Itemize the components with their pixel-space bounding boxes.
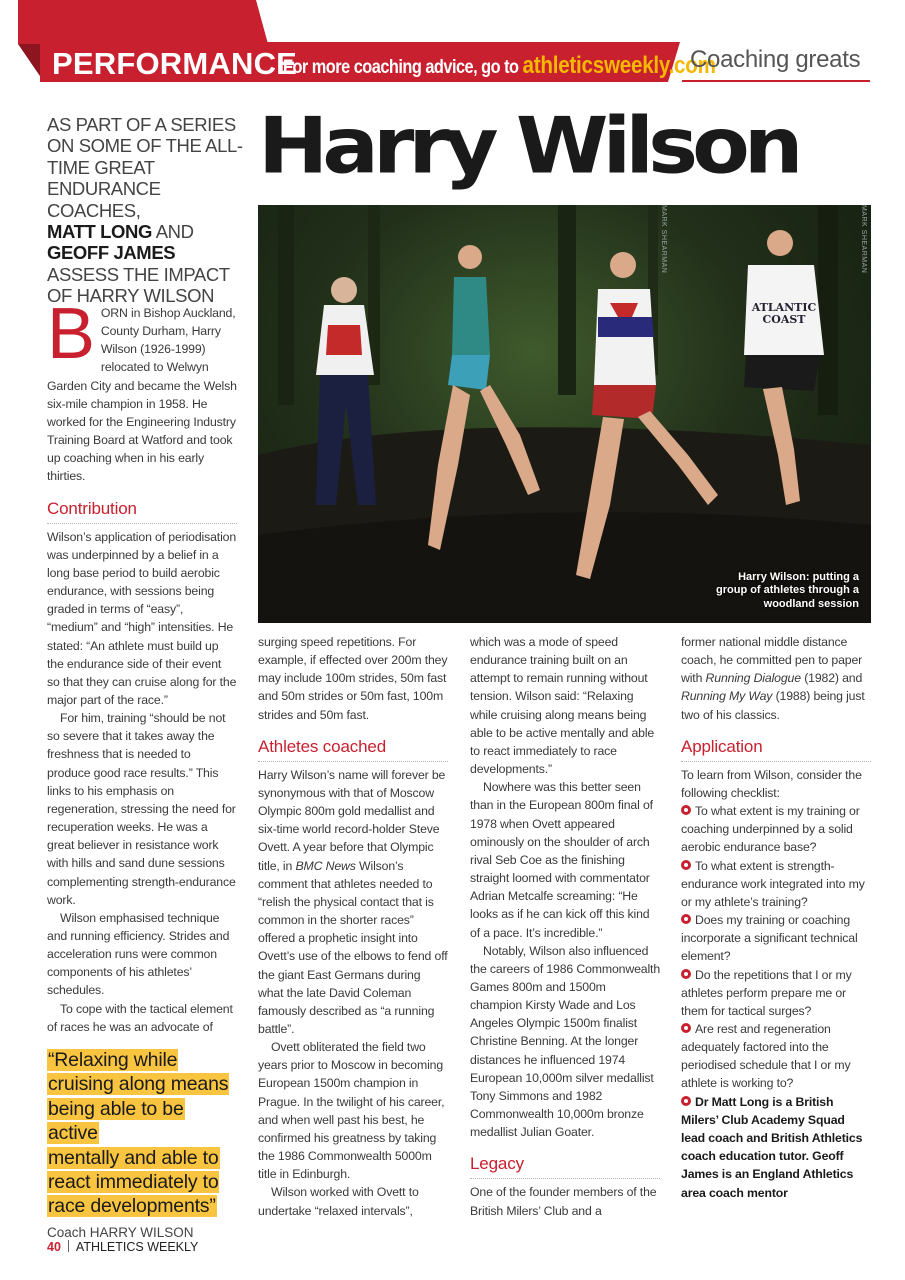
quote-line: react immediately to — [48, 1170, 219, 1193]
publication-title: BMC News — [295, 858, 356, 873]
coaching-advice — [283, 52, 716, 80]
quote-line: being able to be active — [48, 1097, 184, 1145]
quote-line: “Relaxing while — [48, 1048, 178, 1071]
standfirst — [47, 114, 252, 307]
bullet-icon — [681, 1023, 691, 1033]
section-title: PERFORMANCE — [52, 46, 298, 81]
page-footer — [47, 1240, 198, 1254]
site-link[interactable]: athleticsweekly.com — [522, 52, 716, 79]
footer-divider — [68, 1240, 69, 1252]
paragraph: To learn from Wilson, consider the following checklist: — [681, 767, 862, 800]
photo-credit: MARK SHEARMAN — [660, 205, 667, 274]
opening-text: ORN in Bishop Auckland, County Durham, Harry Wilson (1926-1999) relocated to Welwyn Garden City and became the Welsh six-mile champion in 1958. He worked for the Engineering Industry Training Board at Watford and took up coaching when in his early thirties. — [47, 306, 237, 484]
column-2 — [258, 633, 448, 1220]
series-title: Coaching greats — [690, 46, 861, 73]
book-title: Running Dialogue — [705, 671, 801, 686]
bullet-icon — [681, 1096, 691, 1106]
checklist-item — [681, 966, 871, 1020]
standfirst-line2: ASSESS THE IMPACT OF HARRY WILSON — [47, 263, 230, 307]
checklist-item — [681, 857, 871, 911]
quote-source: Coach HARRY WILSON — [47, 1224, 194, 1240]
paragraph: One of the founder members of the British Milers’ Club and a — [470, 1185, 657, 1218]
text-run: (1982) and — [800, 671, 863, 686]
magazine-name: ATHLETICS WEEKLY — [75, 1240, 199, 1254]
shirt-text-2: COAST — [762, 313, 806, 326]
quote-line: mentally and able to — [48, 1146, 219, 1169]
opening-paragraph — [47, 294, 237, 486]
header-tab — [18, 0, 268, 44]
paragraph-books — [681, 633, 871, 724]
drop-cap: B — [47, 294, 95, 374]
author-2: GEOFF JAMES — [47, 242, 176, 264]
checklist-text: To what extent is my training or coaching underpinned by a solid aerobic endurance base? — [681, 804, 860, 855]
checklist-text: Are rest and regeneration adequately factored into the periodised schedule that I or my athlete is working to? — [681, 1021, 851, 1091]
paragraph: Wilson’s application of periodisation was underpinned by a belief in a long base period to build aerobic endurance, with sessions being graded in terms of “easy”, “medium” and “high” intensities. He stated: “An athlete must build up the endurance side of their event so that they can cruise along for the major part of the race.” — [47, 529, 237, 707]
photo-illustration — [258, 205, 871, 623]
paragraph: surging speed repetitions. For example, if effected over 200m they may include 100m strides, 50m fast and 50m strides or 50m fast, 100m strides and 50m fast. — [258, 635, 448, 722]
bullet-icon — [681, 860, 691, 870]
quote-line: cruising along means — [48, 1073, 229, 1096]
standfirst-line1: AS PART OF A SERIES ON SOME OF THE ALL-TIME GREAT ENDURANCE COACHES, — [47, 114, 243, 221]
advice-text: For more coaching advice, go to — [283, 57, 519, 78]
standfirst-and: AND — [155, 221, 194, 243]
bullet-icon — [681, 805, 691, 815]
book-title: Running My Way — [681, 689, 773, 704]
paragraph: Notably, Wilson also influenced the careers of 1986 Commonwealth Games 800m and 1500m champion Kirsty Wade and Los Angeles Olympic 1500m finalist Christine Benning. At the longer distances he influenced 1974 European 10,000m silver medallist Tony Simmons and 1982 Commonwealth 10,000m bronze medallist Julian Goater. — [470, 943, 661, 1140]
author-1: MATT LONG — [47, 221, 152, 243]
checklist-item — [681, 802, 871, 856]
checklist-item — [681, 911, 871, 965]
article-title: Harry Wilson — [258, 100, 798, 192]
paragraph: To cope with the tactical element of races he was an advocate of — [47, 1001, 233, 1034]
heading-legacy: Legacy — [470, 1153, 660, 1179]
paragraph: which was a mode of speed endurance training built on an attempt to remain running without tension. Wilson said: “Relaxing while cruising along means being able to be active mentally and able to react immediately to race developments.” — [470, 635, 655, 777]
text-run: Harry Wilson’s name will forever be synonymous with that of Moscow Olympic 800m gold medallist and six-time world record-holder Steve Ovett. A year before that Olympic title, in — [258, 767, 446, 873]
column-4 — [681, 633, 871, 1202]
column-1 — [47, 294, 237, 1245]
paragraph: Nowhere was this better seen than in the European 800m final of 1978 when Ovett appeared ominously on the shoulder of arch rival Seb Coe as the finishing straight loomed with commentator Adrian Metcalfe screaming: “He looks as if he can kick off this kind of a pace. It’s incredible.” — [470, 780, 653, 940]
pull-quote — [47, 1048, 237, 1245]
heading-contribution: Contribution — [47, 498, 237, 524]
bullet-icon — [681, 969, 691, 979]
checklist-text: Does my training or coaching incorporate a significant technical element? — [681, 913, 858, 964]
paragraph: Wilson worked with Ovett to undertake “relaxed intervals”, — [258, 1185, 419, 1218]
shirt-text-1: ATLANTIC — [751, 301, 817, 314]
bullet-icon — [681, 914, 691, 924]
paragraph: For him, training “should be not so severe that it takes away the freshness that is needed to produce good race results.” This links to his emphasis on regeneration, stressing the need for recuperation weeks. He was a great believer in resistance work with hills and sand dune sessions complementing strength-endurance work. — [47, 711, 236, 907]
heading-athletes-coached: Athletes coached — [258, 736, 448, 762]
checklist-item — [681, 1020, 871, 1093]
text-run: Wilson’s comment that athletes needed to “relish the physical contact that is common in the shorter races” offered a prophetic insight into Ovett’s use of the elbows to fend off the giant East Germans during what the late David Coleman famously described as “a running battle”. — [258, 858, 448, 1036]
text-run: (1988) being just two of his classics. — [681, 689, 865, 722]
paragraph: Wilson emphasised technique and running efficiency. Strides and acceleration runs were common components of his athletes’ schedules. — [47, 910, 230, 998]
quote-line: race developments” — [48, 1195, 216, 1218]
page-number: 40 — [47, 1240, 61, 1254]
author-bio — [681, 1093, 871, 1202]
paragraph: Ovett obliterated the field two years prior to Moscow in becoming European 1500m champion in Prague. In the twilight of his career, and when well past his best, he confirmed his greatness by taking the 1986 Commonwealth 5000m title in Edinburgh. — [258, 1040, 445, 1182]
photo-credit-2: MARK SHEARMAN — [860, 205, 867, 274]
column-3 — [470, 633, 660, 1220]
header-rule — [682, 80, 870, 82]
photo-caption: Harry Wilson: putting a group of athletes through a woodland session — [716, 570, 859, 610]
woodland-photo — [258, 205, 871, 623]
text-run: former national middle distance coach, he committed pen to paper with — [681, 635, 863, 686]
checklist-text: To what extent is strength-endurance work integrated into my or my athlete’s training? — [681, 858, 865, 909]
bio-text: Dr Matt Long is a British Milers’ Club Academy Squad lead coach and British Athletics coach education tutor. Geoff James is an England Athletics area coach mentor — [681, 1094, 863, 1200]
paragraph-athletes — [258, 766, 448, 1038]
checklist-text: Do the repetitions that I or my athletes perform prepare me or them for tactical surges? — [681, 967, 852, 1018]
heading-application: Application — [681, 736, 871, 762]
